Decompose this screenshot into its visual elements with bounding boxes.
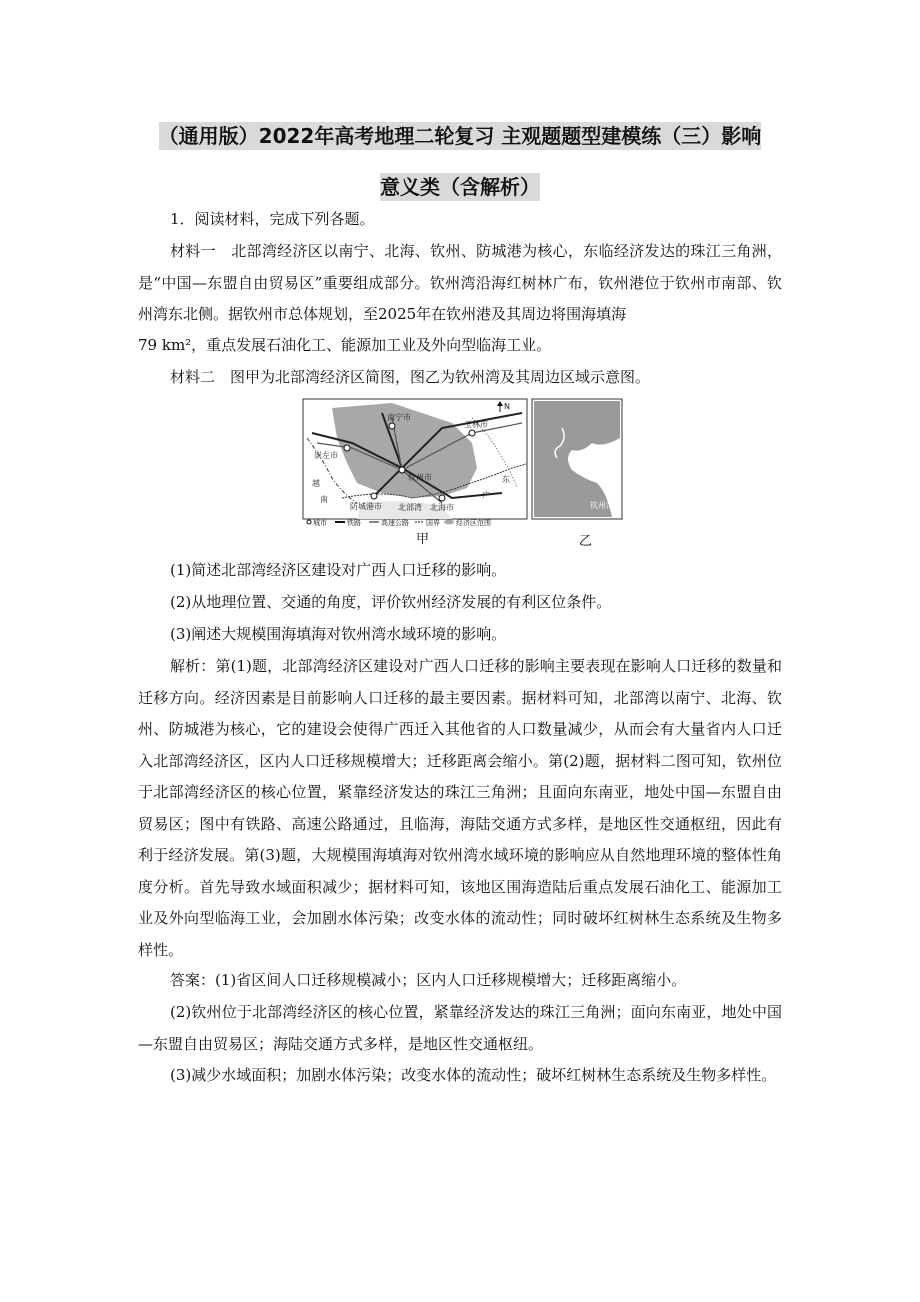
north-label: N bbox=[504, 402, 510, 411]
analysis-paragraph: 解析：第(1)题，北部湾经济区建设对广西人口迁移的影响主要表现在影响人口迁移的数量和迁移方向。经济因素是目前影响人口迁移的最主要因素。据材料可知，北部湾以南宁、北海、钦州、防城港为核心，它的建设会使得广西迁入其他省的人口数量减少，从而会有大量省内人口迁入北部湾经济区，区内人口迁移规模增大；迁移距离会缩小。第(2)题，据材料二图可知，钦州位于北部湾经济区的核心位置，紧靠经济发达的珠江三角洲；且面向东南亚，地处中国—东盟自由贸易区；图中有铁路、高速公路通过，且临海，海陆交通方式多样，是地区性交通枢纽，因此有利于经济发展。第(3)题，大规模围海填海对钦州湾水域环境的影响应从自然地理环境的整体性角度分析。首先导致水域面积减少；据材料可知，该地区围海造陆后重点发展石油化工、能源加工业及外向型临海工业，会加剧水体污染；改变水体的流动性；同时破坏红树林生态系统及生物多样性。 bbox=[138, 657, 782, 959]
label-nan: 南 bbox=[320, 495, 328, 504]
question-intro: 1．阅读材料，完成下列各题。 bbox=[170, 210, 375, 228]
label-chongzuo: 崇左市 bbox=[314, 451, 338, 460]
label-beihai: 北海市 bbox=[430, 503, 454, 512]
label-yulin: 玉林市 bbox=[464, 420, 488, 429]
material-2: 材料二 图甲为北部湾经济区简图，图乙为钦州湾及其周边区域示意图。 bbox=[170, 368, 651, 386]
legend-city: 城市 bbox=[313, 519, 327, 527]
sub-question-2: (2)从地理位置、交通的角度，评价钦州经济发展的有利区位条件。 bbox=[170, 593, 612, 611]
material-1-cont: 79 km²，重点发展石油化工、能源加工业及外向型临海工业。 bbox=[138, 336, 552, 354]
city-qinzhou bbox=[399, 467, 405, 473]
map-yi-label: 乙 bbox=[579, 534, 593, 549]
label-dong: 东 bbox=[502, 475, 510, 484]
map-svg bbox=[302, 398, 624, 546]
city-yulin bbox=[469, 430, 475, 436]
label-nanning: 南宁市 bbox=[387, 413, 411, 422]
answer-2: (2)钦州位于北部湾经济区的核心位置，紧靠经济发达的珠江三角洲；面向东南亚，地处中国—东盟自由贸易区；海陆交通方式多样，是地区性交通枢纽。 bbox=[138, 1003, 782, 1053]
answer-1: 答案：(1)省区间人口迁移规模减小；区内人口迁移规模增大；迁移距离缩小。 bbox=[170, 971, 687, 989]
page-title-line2: 意义类（含解析） bbox=[380, 175, 540, 199]
legend-rail: 铁路 bbox=[347, 519, 361, 527]
label-guang: 广 bbox=[482, 491, 490, 500]
page-title-line1: （通用版）2022年高考地理二轮复习 主观题题型建模练（三）影响 bbox=[158, 124, 762, 148]
sub-question-1: (1)简述北部湾经济区建设对广西人口迁移的影响。 bbox=[170, 561, 507, 579]
legend-highway: 高速公路 bbox=[381, 519, 409, 527]
city-fangchenggang bbox=[371, 493, 377, 499]
city-nanning bbox=[389, 423, 395, 429]
material-1: 材料一 北部湾经济区以南宁、北海、钦州、防城港为核心，东临经济发达的珠江三角洲，是“中国—东盟自由贸易区”重要组成部分。钦州湾沿海红树林广布，钦州港位于钦州市南部、钦州湾东北侧。据钦州市总体规划，至2025年在钦州港及其周边将围海填海 bbox=[138, 242, 782, 323]
label-qinzhou: 钦州市 bbox=[408, 473, 432, 482]
label-qinzhou-bay: 钦州湾 bbox=[590, 501, 614, 510]
label-yue: 越 bbox=[312, 479, 320, 488]
city-beihai bbox=[439, 495, 445, 501]
legend-city-icon bbox=[307, 520, 311, 524]
legend-zone: 经济区范围 bbox=[456, 519, 491, 527]
map-figure bbox=[302, 398, 624, 549]
legend-border: 国界 bbox=[426, 519, 440, 527]
label-fangchenggang: 防城港市 bbox=[350, 502, 382, 511]
map-jia-label: 甲 bbox=[416, 532, 430, 547]
label-bay: 北部湾 bbox=[398, 503, 422, 512]
city-chongzuo bbox=[344, 445, 350, 451]
sub-question-3: (3)阐述大规模围海填海对钦州湾水域环境的影响。 bbox=[170, 625, 507, 643]
answer-3: (3)减少水域面积；加剧水体污染；改变水体的流动性；破坏红树林生态系统及生物多样性。 bbox=[170, 1066, 777, 1084]
legend-zone-icon bbox=[444, 520, 454, 525]
